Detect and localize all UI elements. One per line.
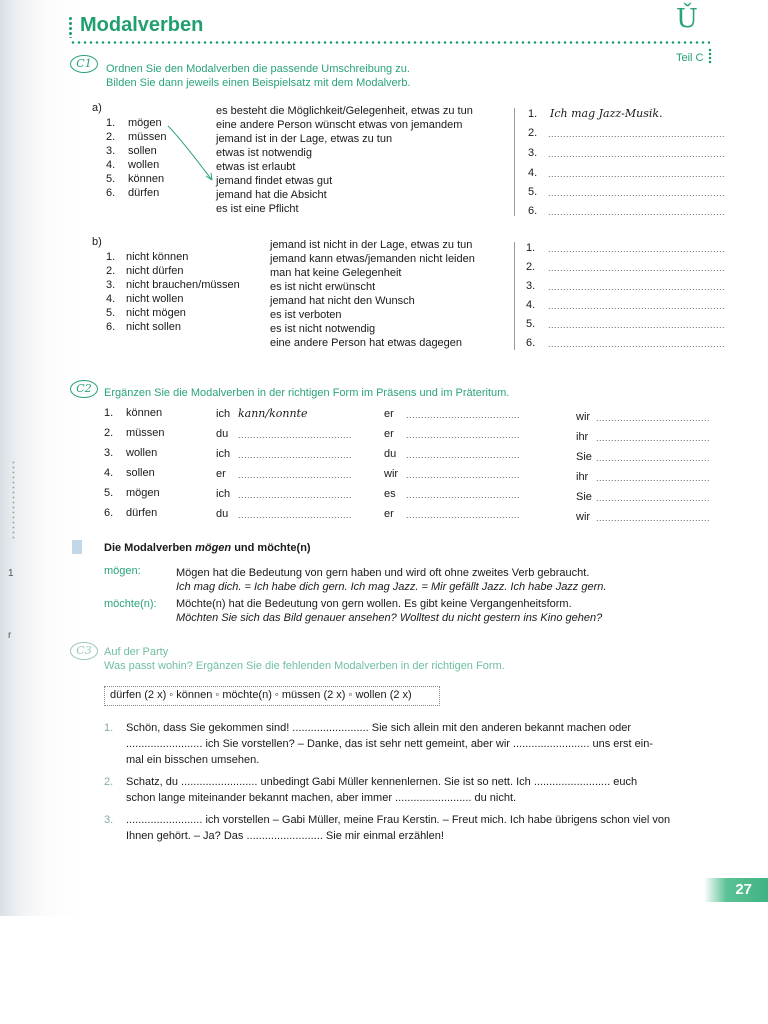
info-marker bbox=[72, 540, 82, 554]
c1a-description: jemand findet etwas gut bbox=[216, 175, 333, 187]
c1a-label: a) bbox=[92, 102, 102, 114]
c2-pronoun: du bbox=[384, 448, 397, 460]
c2-verb: können bbox=[126, 407, 163, 419]
c2-answer-line[interactable]: ...................................... bbox=[406, 430, 521, 440]
c1a-verb-num: 6. bbox=[106, 187, 116, 199]
c1a-verb-num: 2. bbox=[106, 131, 116, 143]
c1a-answer-num: 3. bbox=[528, 147, 538, 159]
exercise-badge-c3: C3 bbox=[70, 642, 98, 660]
c1a-description: es besteht die Möglichkeit/Gelegenheit, etwas zu tun bbox=[216, 105, 473, 117]
c2-pronoun: es bbox=[384, 488, 396, 500]
c1a-description: etwas ist erlaubt bbox=[216, 161, 296, 173]
c2-answer-line[interactable]: ...................................... bbox=[596, 513, 711, 523]
c1a-answer-line[interactable]: ........................................................... bbox=[548, 149, 726, 159]
c3-instruction: Was passt wohin? Ergänzen Sie die fehlenden Modalverben in der richtigen Form. bbox=[104, 660, 505, 672]
c3-item-line[interactable]: schon lange miteinander bekannt machen, aber immer ......................... du nicht. bbox=[126, 792, 517, 804]
info-title-text: möchte(n) bbox=[257, 542, 311, 554]
c1a-verb: dürfen bbox=[128, 187, 160, 199]
c1a-verb: müssen bbox=[128, 131, 167, 143]
c1b-answer-num: 2. bbox=[526, 261, 536, 273]
c1a-divider bbox=[514, 108, 515, 216]
c1b-description: eine andere Person hat etwas dagegen bbox=[270, 337, 463, 349]
c3-item-line[interactable]: Schön, dass Sie gekommen sind! ......................... Sie sich allein mit den anderen bekannt machen oder bbox=[126, 722, 632, 734]
c1a-answer-handwritten[interactable]: Ich mag Jazz-Musik. bbox=[550, 107, 663, 120]
c1b-answer-line[interactable]: ........................................................... bbox=[548, 244, 726, 254]
c1a-answer-num: 6. bbox=[528, 205, 538, 217]
c1b-divider bbox=[514, 242, 515, 350]
c1b-label: b) bbox=[92, 236, 102, 248]
c2-verb: müssen bbox=[126, 427, 165, 439]
info-title bbox=[104, 542, 311, 554]
c2-verb: wollen bbox=[126, 447, 158, 459]
page-title: Modalverben bbox=[80, 14, 204, 36]
c1a-description: jemand ist in der Lage, etwas zu tun bbox=[216, 133, 393, 145]
c1b-verb-num: 6. bbox=[106, 321, 116, 333]
c2-pronoun: ich bbox=[216, 488, 231, 500]
page-number-tab bbox=[704, 878, 768, 902]
c2-pronoun: ich bbox=[216, 408, 231, 420]
c1b-verb-num: 1. bbox=[106, 251, 116, 263]
c1b-verb: nicht dürfen bbox=[126, 265, 184, 277]
c2-row-num: 2. bbox=[104, 427, 114, 439]
info-title-text: Die Modalverben bbox=[104, 542, 196, 554]
c2-answer-line[interactable]: ...................................... bbox=[406, 470, 521, 480]
c2-pronoun: du bbox=[216, 508, 229, 520]
c2-verb: mögen bbox=[126, 487, 160, 499]
info-title-text: und bbox=[231, 542, 258, 554]
c2-answer-handwritten[interactable]: kann/konnte bbox=[238, 407, 308, 420]
c2-answer-line[interactable]: ...................................... bbox=[406, 490, 521, 500]
exercise-badge-c1: C1 bbox=[70, 55, 98, 73]
c2-answer-line[interactable]: ...................................... bbox=[238, 490, 353, 500]
c1b-answer-num: 4. bbox=[526, 299, 536, 311]
c1a-answer-num: 5. bbox=[528, 186, 538, 198]
c2-verb: sollen bbox=[126, 467, 155, 479]
info-moechten-line1: Möchte(n) hat die Bedeutung von gern wollen. Es gibt keine Vergangenheitsform. bbox=[176, 598, 572, 610]
c3-heading: Auf der Party bbox=[104, 646, 169, 658]
c2-answer-line[interactable]: ...................................... bbox=[596, 473, 711, 483]
c2-pronoun: er bbox=[216, 468, 226, 480]
c3-item-line[interactable]: Ihnen gehört. – Ja? Das ......................... Sie mir einmal erzählen! bbox=[126, 830, 444, 842]
c1a-verb: wollen bbox=[128, 159, 160, 171]
c1-instruction-2: Bilden Sie dann jeweils einen Beispielsatz mit dem Modalverb. bbox=[106, 77, 411, 89]
c2-answer-line[interactable]: ...................................... bbox=[596, 433, 711, 443]
info-moegen-label: mögen: bbox=[104, 565, 141, 577]
c3-item-num: 2. bbox=[104, 776, 114, 788]
c1a-verb-num: 5. bbox=[106, 173, 116, 185]
c1b-answer-line[interactable]: ........................................................... bbox=[548, 320, 726, 330]
scan-blank-area bbox=[0, 916, 768, 1024]
c1b-verb-num: 3. bbox=[106, 279, 116, 291]
info-title-italic: mögen bbox=[195, 542, 232, 554]
exercise-badge-c2: C2 bbox=[70, 380, 98, 398]
c1b-answer-line[interactable]: ........................................................... bbox=[548, 339, 726, 349]
c2-pronoun: er bbox=[384, 408, 394, 420]
c2-answer-line[interactable]: ...................................... bbox=[406, 450, 521, 460]
c2-row-num: 5. bbox=[104, 487, 114, 499]
c2-row-num: 1. bbox=[104, 407, 114, 419]
c2-answer-line[interactable]: ...................................... bbox=[596, 493, 711, 503]
c1b-answer-line[interactable]: ........................................................... bbox=[548, 263, 726, 273]
c1a-answer-num: 4. bbox=[528, 167, 538, 179]
info-moechten-line2: Möchten Sie sich das Bild genauer ansehen? Wolltest du nicht gestern ins Kino gehen? bbox=[176, 612, 603, 624]
c1b-verb: nicht wollen bbox=[126, 293, 184, 305]
c1b-description: jemand kann etwas/jemanden nicht leiden bbox=[270, 253, 475, 265]
c1b-description: jemand hat nicht den Wunsch bbox=[270, 295, 415, 307]
c1b-description: man hat keine Gelegenheit bbox=[270, 267, 402, 279]
c2-pronoun: Sie bbox=[576, 451, 592, 463]
c2-pronoun: er bbox=[384, 428, 394, 440]
c1b-answer-num: 5. bbox=[526, 318, 536, 330]
c3-word-list: dürfen (2 x) ◦ können ◦ möchte(n) ◦ müssen (2 x) ◦ wollen (2 x) bbox=[110, 689, 412, 701]
c1b-answer-line[interactable]: ........................................................... bbox=[548, 301, 726, 311]
title-dots bbox=[68, 16, 73, 38]
c1b-verb: nicht brauchen/müssen bbox=[126, 279, 240, 291]
c1a-answer-line[interactable]: ........................................................... bbox=[548, 129, 726, 139]
match-arrow bbox=[160, 118, 220, 188]
c1a-verb: können bbox=[128, 173, 165, 185]
c1a-description: jemand hat die Absicht bbox=[216, 189, 327, 201]
corner-check-mark: Ǔ bbox=[676, 4, 698, 34]
c2-answer-line[interactable]: ...................................... bbox=[596, 413, 711, 423]
edge-mark: r bbox=[8, 630, 12, 641]
c1a-description: etwas ist notwendig bbox=[216, 147, 312, 159]
c2-pronoun: er bbox=[384, 508, 394, 520]
c2-pronoun: ihr bbox=[576, 431, 589, 443]
c2-pronoun: ich bbox=[216, 448, 231, 460]
c3-item-num: 1. bbox=[104, 722, 114, 734]
title-rule bbox=[70, 41, 710, 44]
c2-answer-line[interactable]: ...................................... bbox=[238, 450, 353, 460]
c2-answer-line[interactable]: ...................................... bbox=[238, 510, 353, 520]
edge-dots bbox=[12, 460, 15, 540]
c3-item-line[interactable]: ......................... ich Sie vorstellen? – Danke, das ist sehr nett gemeint, aber wir ......................... uns erst ein- bbox=[126, 738, 653, 750]
c1b-verb-num: 5. bbox=[106, 307, 116, 319]
part-dots bbox=[708, 48, 712, 64]
c1b-description: es ist nicht erwünscht bbox=[270, 281, 376, 293]
c1a-answer-num: 2. bbox=[528, 127, 538, 139]
c2-pronoun: ihr bbox=[576, 471, 589, 483]
c1b-description: es ist verboten bbox=[270, 309, 342, 321]
c1b-verb: nicht können bbox=[126, 251, 189, 263]
c2-answer-line[interactable]: ...................................... bbox=[596, 453, 711, 463]
info-moegen-line2: Ich mag dich. = Ich habe dich gern. Ich mag Jazz. = Mir gefällt Jazz. Ich habe Jazz gern. bbox=[176, 581, 607, 593]
c2-answer-line[interactable]: ...................................... bbox=[406, 510, 521, 520]
info-moegen-line1: Mögen hat die Bedeutung von gern haben und wird oft ohne zweites Verb gebraucht. bbox=[176, 567, 590, 579]
c3-item-line: mal ein bisschen umsehen. bbox=[126, 754, 260, 766]
c1a-verb-num: 3. bbox=[106, 145, 116, 157]
c3-item-num: 3. bbox=[104, 814, 114, 826]
c1b-description: jemand ist nicht in der Lage, etwas zu tun bbox=[270, 239, 473, 251]
c1b-description: es ist nicht notwendig bbox=[270, 323, 376, 335]
c1a-verb: mögen bbox=[128, 117, 162, 129]
c2-answer-line[interactable]: ...................................... bbox=[238, 470, 353, 480]
c1b-answer-num: 3. bbox=[526, 280, 536, 292]
c3-item-line[interactable]: Schatz, du ......................... unbedingt Gabi Müller kennenlernen. Sie ist so nett. Ich ......................... euch bbox=[126, 776, 638, 788]
c1b-verb-num: 2. bbox=[106, 265, 116, 277]
c1a-answer-line[interactable]: ........................................................... bbox=[548, 188, 726, 198]
c2-pronoun: Sie bbox=[576, 491, 592, 503]
c2-row-num: 4. bbox=[104, 467, 114, 479]
part-label: Teil C bbox=[676, 52, 704, 64]
c1b-answer-num: 6. bbox=[526, 337, 536, 349]
c1a-verb-num: 4. bbox=[106, 159, 116, 171]
c2-pronoun: du bbox=[216, 428, 229, 440]
c2-row-num: 6. bbox=[104, 507, 114, 519]
c1b-answer-num: 1. bbox=[526, 242, 536, 254]
c2-row-num: 3. bbox=[104, 447, 114, 459]
c1-instruction-1: Ordnen Sie den Modalverben die passende Umschreibung zu. bbox=[106, 63, 410, 75]
c1b-verb: nicht sollen bbox=[126, 321, 182, 333]
c2-instruction: Ergänzen Sie die Modalverben in der richtigen Form im Präsens und im Präteritum. bbox=[104, 387, 510, 399]
c1b-verb: nicht mögen bbox=[126, 307, 186, 319]
c1a-description: es ist eine Pflicht bbox=[216, 203, 299, 215]
c1a-verb-num: 1. bbox=[106, 117, 116, 129]
c1a-answer-line[interactable]: ........................................................... bbox=[548, 207, 726, 217]
c1b-verb-num: 4. bbox=[106, 293, 116, 305]
c2-pronoun: wir bbox=[384, 468, 399, 480]
page-number: 27 bbox=[735, 881, 752, 898]
c2-verb: dürfen bbox=[126, 507, 158, 519]
info-moechten-label: möchte(n): bbox=[104, 598, 157, 610]
edge-mark: 1 bbox=[8, 568, 14, 579]
c3-item-line[interactable]: ......................... ich vorstellen – Gabi Müller, meine Frau Kerstin. – Freut mich. Ich habe übrigens schon viel von bbox=[126, 814, 671, 826]
c1a-answer-num: 1. bbox=[528, 108, 538, 120]
c1a-description: eine andere Person wünscht etwas von jemandem bbox=[216, 119, 463, 131]
c2-answer-line[interactable]: ...................................... bbox=[238, 430, 353, 440]
c1b-answer-line[interactable]: ........................................................... bbox=[548, 282, 726, 292]
c1a-answer-line[interactable]: ........................................................... bbox=[548, 169, 726, 179]
c2-pronoun: wir bbox=[576, 511, 591, 523]
c1a-verb: sollen bbox=[128, 145, 157, 157]
c2-pronoun: wir bbox=[576, 411, 591, 423]
c2-answer-line[interactable]: ...................................... bbox=[406, 410, 521, 420]
